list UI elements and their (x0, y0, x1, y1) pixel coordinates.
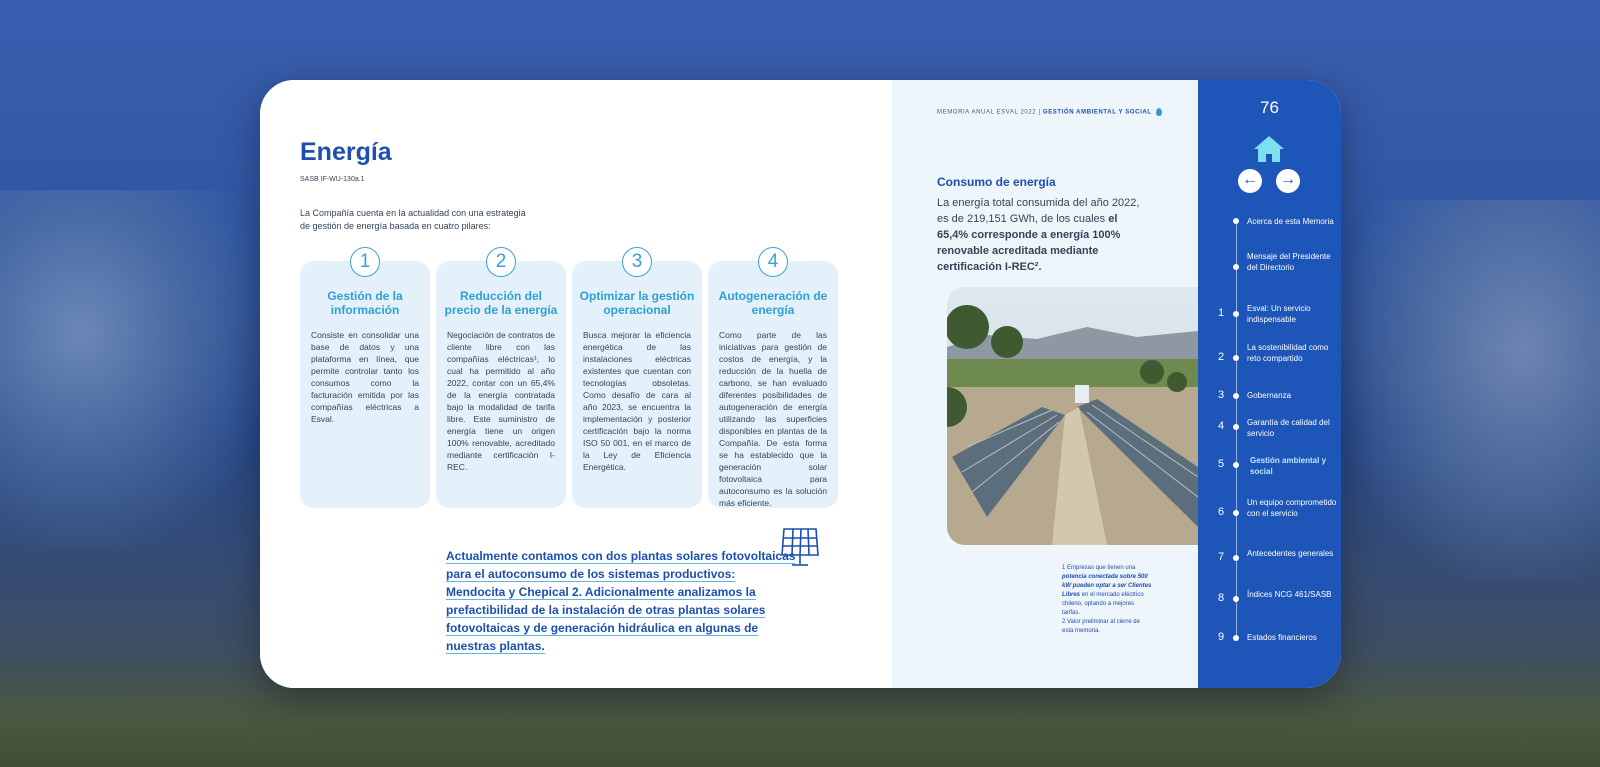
toc-dot (1233, 264, 1239, 270)
toc-dot (1233, 635, 1239, 641)
navigation-sidebar (1198, 80, 1341, 688)
prev-page-button[interactable]: ← (1238, 169, 1262, 193)
toc-label: Acerca de esta Memoria (1247, 217, 1334, 226)
pillar-card (300, 251, 430, 508)
pillar-heading: Reducción del precio de la energía (444, 289, 558, 317)
toc-label: Garantía de calidad del servicio (1247, 418, 1330, 438)
toc-line (1236, 220, 1237, 640)
intro-text: La Compañía cuenta en la actualidad con una estrategia de gestión de energía basada en cuatro pilares: (300, 208, 526, 231)
toc-label: Antecedentes generales (1247, 549, 1334, 558)
toc-number: 1 (1217, 307, 1225, 319)
home-icon[interactable] (1253, 135, 1285, 163)
pillar-number: 4 (758, 247, 788, 277)
water-drop-icon (1156, 108, 1162, 116)
toc-label: Índices NCG 461/SASB (1247, 590, 1332, 599)
pillar-body: Como parte de las iniciativas para gestión de costos de energía, y la reducción de la huella de carbono, se han evaluado diferentes posibilidades de autogeneración de energía utilizando las superficies disponibles en plantas de la Compañía. De esta forma se ha establecido que la generación solar fotovoltaica para autoconsumo es la solución más eficiente. (719, 330, 827, 508)
pillar-body: Consiste en consolidar una base de datos y una plataforma en línea, que permite controlar tanto los consumos como la facturación emitida por las compañías eléctricas a Esval. (311, 330, 419, 424)
pillar-body: Negociación de contratos de cliente libre con las compañías eléctricas¹, lo cual ha permitido al año 2022, contar con un 65,4% de la energía contratada bajo la modalidad de tarifa libre. Este suministro de energía tiene un origen 100% renovable, acreditado mediante certificación I-REC. (447, 330, 555, 472)
toc-dot (1233, 510, 1239, 516)
toc-dot (1233, 311, 1239, 317)
toc-number: 9 (1217, 631, 1225, 643)
pillar-heading: Optimizar la gestión operacional (579, 289, 695, 317)
toc-label: Un equipo comprometido con el servicio (1247, 498, 1337, 518)
toc-dot (1233, 596, 1239, 602)
page-title: Energía (300, 138, 392, 166)
background-blur-left (0, 190, 270, 550)
toc-number: 3 (1217, 389, 1225, 401)
toc-dot (1233, 462, 1239, 468)
pillar-body: Busca mejorar la eficiencia energética de las instalaciones eléctricas existentes que cuentan con tecnologías obsoletas. Como desafío de cara al año 2023, se encuentra la implementación y posterior certificación bajo la norma ISO 50 001, en el marco de la Ley de Eficiencia Energética. (583, 330, 691, 472)
toc-number: 2 (1217, 351, 1225, 363)
background-blur-right (1340, 200, 1600, 580)
toc-label: Gobernanza (1247, 391, 1292, 400)
pillar-card (572, 251, 702, 508)
toc-label: Mensaje del Presidente del Directorio (1247, 252, 1331, 272)
toc-dot (1233, 424, 1239, 430)
toc-label: Gestión ambiental y social (1250, 456, 1327, 476)
pillar-number: 2 (486, 247, 516, 277)
pillar-heading: Gestión de la información (327, 289, 403, 317)
report-viewer (260, 80, 1341, 688)
solar-plants-quote: Actualmente contamos con dos plantas solares fotovoltaicas para el autoconsumo de los sistemas productivos: Mendocita y Chepical 2. Adicionalmente analizamos la prefactibilidad de la instalación de otras plantas solares fotovoltaicas y de generación hidráulica en algunas de nuestras plantas. (446, 549, 796, 653)
footnote-1: 1 Empresas que tienen una potencia conectada sobre 500 kW pueden optar a ser Clientes Libres en el mercado eléctrico chileno, optando a mejores tarifas. (1062, 565, 1152, 616)
toc-number: 5 (1217, 458, 1225, 470)
pillar-card (436, 251, 566, 508)
toc-label: La sostenibilidad como reto compartido (1247, 343, 1329, 363)
right-page (892, 80, 1198, 688)
toc-dot (1233, 393, 1239, 399)
toc-number: 6 (1217, 506, 1225, 518)
pillar-heading: Autogeneración de energía (718, 289, 828, 317)
pillar-card (708, 251, 838, 508)
page-number: 76 (1260, 98, 1279, 117)
section-heading: Consumo de energía (937, 175, 1056, 189)
toc-number: 7 (1217, 551, 1225, 563)
toc-dot (1233, 355, 1239, 361)
toc-label: Estados financieros (1247, 633, 1317, 642)
running-header: MEMORIA ANUAL ESVAL 2022 | GESTIÓN AMBIENTAL Y SOCIAL (937, 108, 1162, 116)
pillar-number: 1 (350, 247, 380, 277)
solar-plant-photo (947, 287, 1198, 545)
pillar-number: 3 (622, 247, 652, 277)
energy-consumption-text: La energía total consumida del año 2022, es de 219,151 GWh, de los cuales el 65,4% corresponde a energía 100% renovable acreditada mediante certificación I-REC². (937, 197, 1140, 273)
toc-dot (1233, 555, 1239, 561)
toc-label: Esval: Un servicio indispensable (1247, 304, 1311, 324)
toc-number: 8 (1217, 592, 1225, 604)
next-page-button[interactable]: → (1276, 169, 1300, 193)
left-page (260, 80, 892, 688)
toc-number: 4 (1217, 420, 1225, 432)
sasb-code: SASB IF-WU-130a.1 (300, 176, 365, 183)
footnote-2: 2 Valor preliminar al cierre de esta memoria. (1062, 619, 1140, 634)
footnotes (1062, 564, 1152, 636)
toc-dot (1233, 218, 1239, 224)
